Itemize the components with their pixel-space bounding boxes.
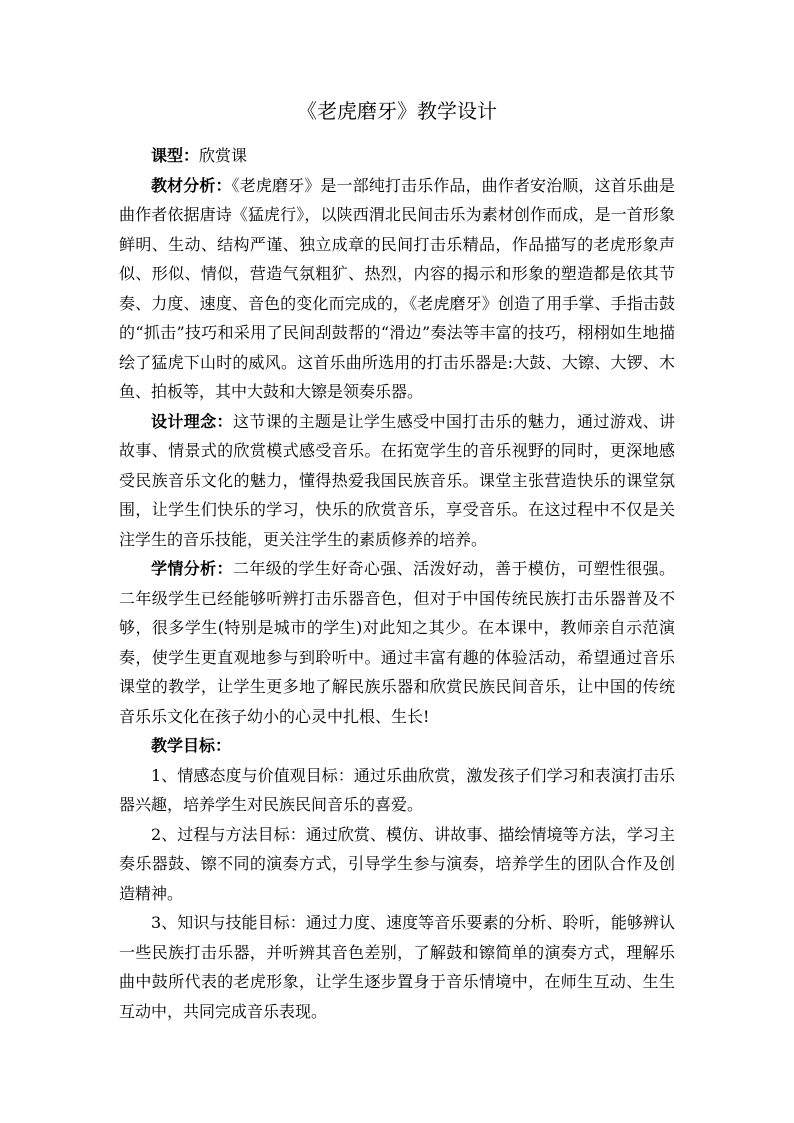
learner-analysis-text: 二年级的学生好奇心强、活泼好动，善于模仿，可塑性很强。二年级学生已经能够听辨打击乐器音色，但对于中国传统民族打击乐器普及不够，很多学生(特别是城市的学生)对此知之其少。在本课中，教师亲自示范演奏，使学生更直观地参与到聆听中。通过丰富有趣的体验活动，希望通过音乐课堂的教学，让学生更多地了解民族乐器和欣赏民族民间音乐，让中国的传统音乐乐文化在孩子幼小的心灵中扎根、生长! (119, 559, 675, 726)
material-analysis-label: 教材分析： (151, 175, 232, 195)
document-body (119, 141, 675, 1026)
objectives-heading (119, 731, 675, 761)
objective-item: 3、知识与技能目标：通过力度、速度等音乐要素的分析、聆听，能够辨认一些民族打击乐器，并听辨其音色差别，了解鼓和镲简单的演奏方式，理解乐曲中鼓所代表的老虎形象，让学生逐步置身于音乐情境中，在师生互动、生生互动中，共同完成音乐表现。 (119, 913, 675, 1021)
design-concept-label: 设计理念： (151, 411, 233, 431)
learner-analysis-label: 学情分析： (151, 559, 233, 578)
course-type-paragraph (119, 141, 675, 171)
objective-item: 1、情感态度与价值观目标：通过乐曲欣赏，激发孩子们学习和表演打击乐器兴趣，培养学生对民族民间音乐的喜爱。 (119, 765, 675, 814)
document-title: 《老虎磨牙》教学设计 (297, 99, 497, 123)
material-analysis-text: 《老虎磨牙》是一部纯打击乐作品，曲作者安治顺，这首乐曲是曲作者依据唐诗《猛虎行》，以陕西渭北民间击乐为素材创作而成，是一首形象鲜明、生动、结构严谨、独立成章的民间打击乐精品，作品描写的老虎形象声似、形似、情似，营造气氛粗犷、热烈，内容的揭示和形象的塑造都是依其节奏、力度、速度、音色的变化而完成的，《老虎磨牙》创造了用手掌、手指击鼓的“抓击”技巧和采用了民间刮鼓帮的“滑边”奏法等丰富的技巧，栩栩如生地描绘了猛虎下山时的威风。这首乐曲所选用的打击乐器是:大鼓、大镲、大锣、木鱼、拍板等，其中大鼓和大镲是领奏乐器。 (119, 175, 675, 401)
material-analysis-paragraph (119, 171, 675, 407)
objectives-label: 教学目标： (151, 736, 232, 755)
objective-item: 2、过程与方法目标：通过欣赏、模仿、讲故事、描绘情境等方法，学习主奏乐器鼓、镲不同的演奏方式，引导学生参与演奏，培养学生的团队合作及创造精神。 (119, 824, 675, 903)
course-type-label: 课型： (151, 146, 200, 165)
design-concept-text: 这节课的主题是让学生感受中国打击乐的魅力，通过游戏、讲故事、情景式的欣赏模式感受音乐。在拓宽学生的音乐视野的同时，更深地感受民族音乐文化的魅力，懂得热爱我国民族音乐。课堂主张营造快乐的课堂氛围，让学生们快乐的学习，快乐的欣赏音乐，享受音乐。在这过程中不仅是关注学生的音乐技能，更关注学生的素质修养的培养。 (119, 411, 675, 549)
design-concept-paragraph (119, 407, 675, 555)
course-type-text: 欣赏课 (199, 146, 248, 165)
learner-analysis-paragraph (119, 554, 675, 731)
